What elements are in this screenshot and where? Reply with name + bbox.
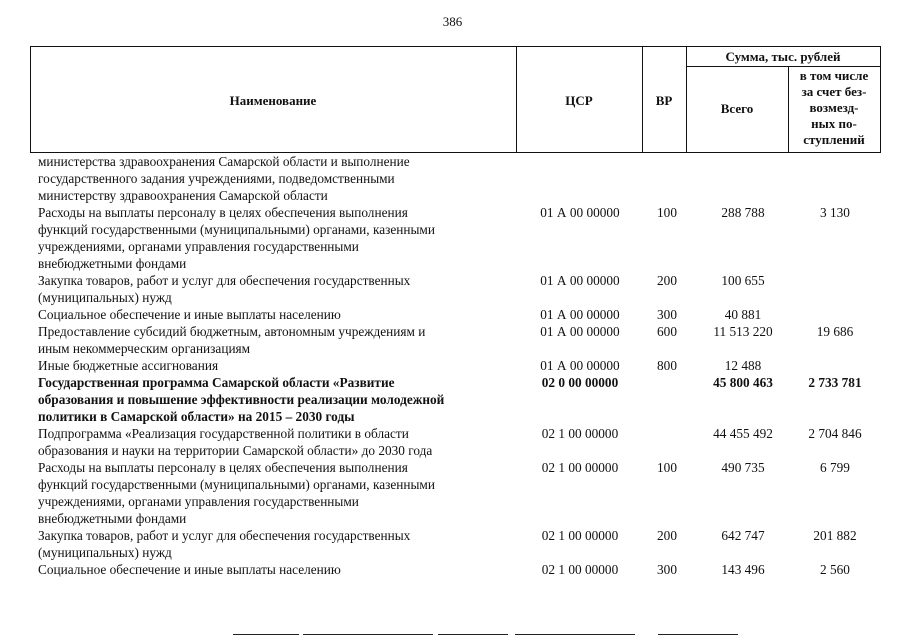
row-csr: 02 1 00 00000 [541,460,619,475]
row-vr: 100 [657,460,677,475]
row-name-line: (муниципальных) нужд [38,290,172,305]
row-name-line: Социальное обеспечение и иные выплаты населению [38,562,341,577]
row-name-line: внебюджетными фондами [38,256,187,271]
row-csr: 01 А 00 00000 [540,324,620,339]
row-name [38,204,508,272]
row-name-line: иным некоммерческим организациям [38,341,251,356]
row-vr: 300 [657,307,677,322]
header-free-line: возмезд- [809,100,859,115]
row-name-line: Иные бюджетные ассигнования [38,358,219,373]
row-name-line: министерства здравоохранения Самарской области и выполнение [38,154,410,169]
row-free: 201 882 [813,528,857,543]
row-name-line: Государственная программа Самарской области «Развитие [38,375,395,390]
row-name-line: Подпрограмма «Реализация государственной политики в области [38,426,409,441]
row-total: 642 747 [721,528,765,543]
row-name [38,561,508,578]
row-total: 288 788 [721,205,765,220]
row-name [38,357,508,374]
row-name-line: учреждениями, органами управления государственными [38,494,359,509]
row-name-line: Социальное обеспечение и иные выплаты населению [38,307,341,322]
row-csr: 02 1 00 00000 [541,562,619,577]
row-csr: 01 А 00 00000 [540,205,620,220]
row-name-line: учреждениями, органами управления государственными [38,239,359,254]
row-csr: 01 А 00 00000 [540,307,620,322]
row-total: 44 455 492 [713,426,773,441]
row-name-line: Расходы на выплаты персоналу в целях обеспечения выполнения [38,205,408,220]
row-total: 490 735 [721,460,765,475]
row-total: 143 496 [721,562,765,577]
row-free: 19 686 [816,324,854,339]
row-name-line: Расходы на выплаты персоналу в целях обеспечения выполнения [38,460,408,475]
header-vr: ВР [655,93,673,108]
header-free [788,68,880,148]
divider [515,634,635,635]
row-free: 2 704 846 [808,426,862,441]
row-total: 12 488 [724,358,762,373]
divider [658,634,738,635]
row-csr: 02 0 00 00000 [541,375,619,390]
row-total: 100 655 [721,273,765,288]
row-total: 40 881 [724,307,762,322]
row-name-line: образования и повышение эффективности реализации молодежной [38,392,445,407]
header-free-line: в том числе [799,68,869,83]
header-free-line: за счет без- [801,84,867,99]
row-free: 3 130 [820,205,850,220]
row-vr: 800 [657,358,677,373]
row-csr: 02 1 00 00000 [541,426,619,441]
row-name [38,272,508,306]
row-name-line: (муниципальных) нужд [38,545,172,560]
row-vr: 200 [657,273,677,288]
row-name [38,374,508,425]
row-vr: 600 [657,324,677,339]
row-name-line: Предоставление субсидий бюджетным, автономным учреждениям и [38,324,426,339]
row-name-line: государственного задания учреждениями, подведомственными [38,171,395,186]
row-name [38,527,508,561]
row-free: 2 560 [820,562,850,577]
header-total: Всего [720,101,754,116]
row-name-line: политики в Самарской области» на 2015 – 2030 годы [38,409,355,424]
row-name-line: функций государственными (муниципальными) органами, казенными [38,222,435,237]
row-free: 2 733 781 [808,375,862,390]
header-free-line: ных по- [811,116,857,131]
row-total: 11 513 220 [713,324,773,339]
header-free-line: ступлений [803,132,865,147]
row-name [38,425,508,459]
row-name-line: внебюджетными фондами [38,511,187,526]
row-csr: 01 А 00 00000 [540,273,620,288]
row-vr: 300 [657,562,677,577]
row-vr: 100 [657,205,677,220]
row-total: 45 800 463 [713,375,773,390]
row-vr: 200 [657,528,677,543]
page-number: 386 [442,14,463,29]
row-name-line: образования и науки на территории Самарской области» до 2030 года [38,443,433,458]
header-csr: ЦСР [565,93,593,108]
row-name [38,306,508,323]
row-csr: 02 1 00 00000 [541,528,619,543]
row-name-line: Закупка товаров, работ и услуг для обеспечения государственных [38,528,411,543]
row-name [38,323,508,357]
row-name [38,153,508,204]
row-name-line: Закупка товаров, работ и услуг для обеспечения государственных [38,273,411,288]
row-csr: 01 А 00 00000 [540,358,620,373]
header-sum: Сумма, тыс. рублей [725,49,841,64]
divider [233,634,299,635]
row-name-line: функций государственными (муниципальными) органами, казенными [38,477,435,492]
row-name-line: министерству здравоохранения Самарской области [38,188,328,203]
row-name [38,459,508,527]
divider [303,634,433,635]
divider [438,634,508,635]
row-free: 6 799 [820,460,850,475]
header-name: Наименование [229,93,317,108]
